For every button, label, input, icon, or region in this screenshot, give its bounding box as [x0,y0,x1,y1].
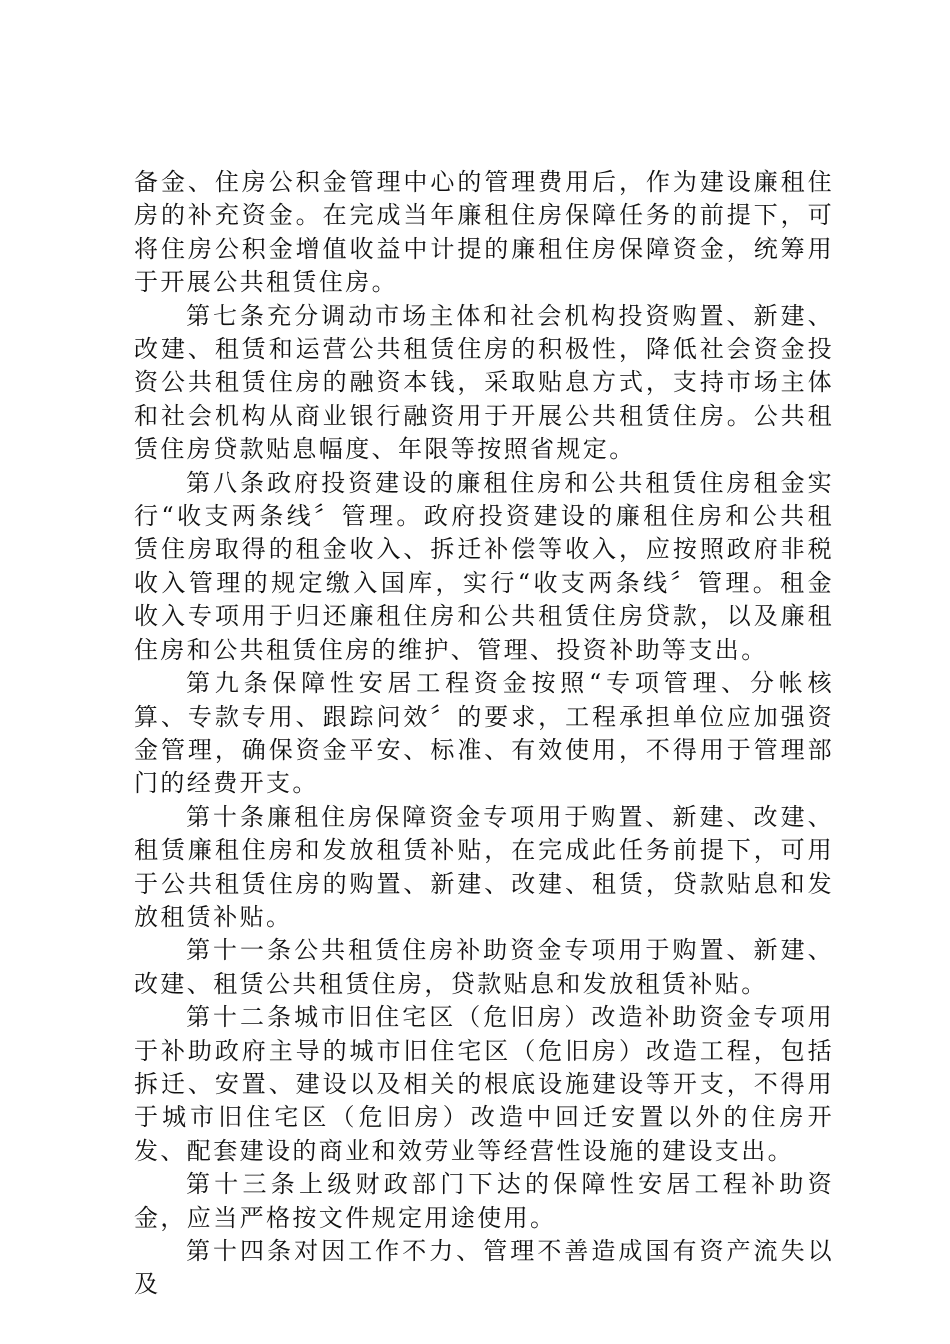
paragraph-continuation: 备金、住房公积金管理中心的管理费用后，作为建设廉租住房的补充资金。在完成当年廉租住房保障任务的前提下，可将住房公积金增值收益中计提的廉租住房保障资金，统筹用于开展公共租赁住房。 [134,168,834,297]
paragraph-article-13: 第十三条上级财政部门下达的保障性安居工程补助资金，应当严格按文件规定用途使用。 [134,1170,834,1232]
paragraph-article-8: 第八条政府投资建设的廉租住房和公共租赁住房租金实行“收支两条线〞管理。政府投资建设的廉租住房和公共租赁住房取得的租金收入、拆迁补偿等收入，应按照政府非税收入管理的规定缴入国库，实行“收支两条线〞管理。租金收入专项用于归还廉租住房和公共租赁住房贷款，以及廉租住房和公共租赁住房的维护、管理、投资补助等支出。 [134,468,834,664]
paragraph-article-12: 第十二条城市旧住宅区（危旧房）改造补助资金专项用于补助政府主导的城市旧住宅区（危旧房）改造工程，包括拆迁、安置、建设以及相关的根底设施建设等开支，不得用于城市旧住宅区（危旧房）改造中回迁安置以外的住房开发、配套建设的商业和效劳业等经营性设施的建设支出。 [134,1003,834,1165]
document-body [134,166,834,1302]
paragraph-article-11: 第十一条公共租赁住房补助资金专项用于购置、新建、改建、租赁公共租赁住房，贷款贴息和发放租赁补贴。 [134,936,834,998]
paragraph-article-9: 第九条保障性安居工程资金按照“专项管理、分帐核算、专款专用、跟踪问效〞的要求，工程承担单位应加强资金管理，确保资金平安、标准、有效使用，不得用于管理部门的经费开支。 [134,669,834,798]
paragraph-article-7: 第七条充分调动市场主体和社会机构投资购置、新建、改建、租赁和运营公共租赁住房的积极性，降低社会资金投资公共租赁住房的融资本钱，采取贴息方式，支持市场主体和社会机构从商业银行融资用于开展公共租赁住房。公共租赁住房贷款贴息幅度、年限等按照省规定。 [134,301,834,464]
paragraph-article-10: 第十条廉租住房保障资金专项用于购置、新建、改建、租赁廉租住房和发放租赁补贴，在完成此任务前提下，可用于公共租赁住房的购置、新建、改建、租赁，贷款贴息和发放租赁补贴。 [134,802,834,931]
paragraph-article-14: 第十四条对因工作不力、管理不善造成国有资产流失以及 [134,1237,834,1299]
